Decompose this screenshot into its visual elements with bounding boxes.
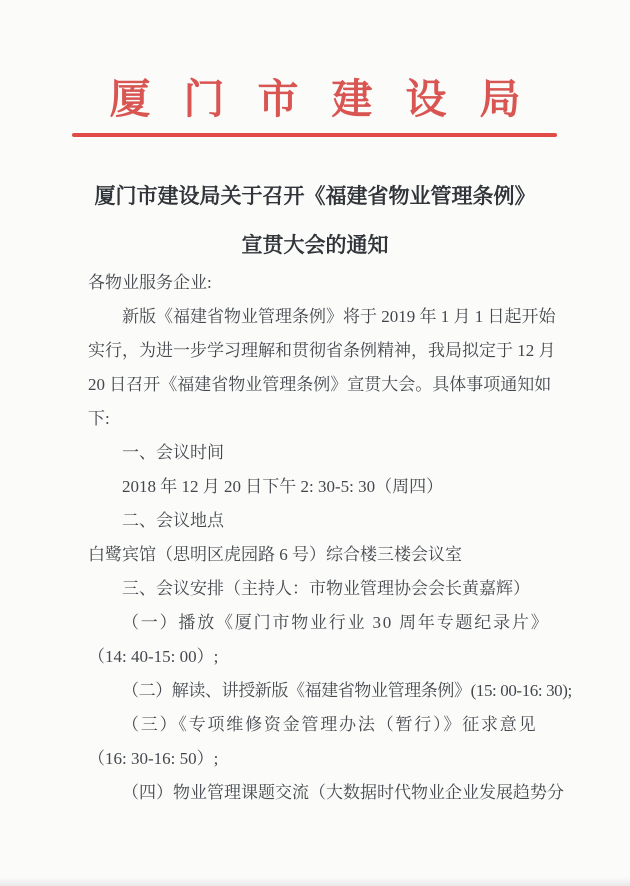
document-title-line-2: 宣贯大会的通知 [241,233,389,257]
letterhead-agency-title: 厦门市建设局 [109,76,554,122]
agenda-item-3-time-line: （16: 30-16: 50）; [88,749,219,768]
letterhead-divider-rule [72,133,557,137]
agenda-item-4-line: （四）物业管理课题交流（大数据时代物业企业发展趋势分 [122,783,564,802]
meeting-venue-line: 白鹭宾馆（思明区虎园路 6 号）综合楼三楼会议室 [88,545,462,564]
section-2-heading: 二、会议地点 [122,511,224,530]
salutation-line: 各物业服务企业: [88,273,212,292]
agenda-item-1-line: （一）播放《厦门市物业行业 30 周年专题纪录片》 [122,613,550,632]
intro-paragraph-line-4: 下: [88,409,110,428]
agenda-item-3-line: （三）《专项维修资金管理办法（暂行）》征求意见 [122,715,538,734]
intro-paragraph-line-2: 实行，为进一步学习理解和贯彻省条例精神，我局拟定于 12 月 [88,341,556,360]
agenda-item-1-time-line: （14: 40-15: 00）; [88,647,219,666]
scan-edge-shadow [0,877,630,886]
agenda-item-2-line: （二）解读、讲授新版《福建省物业管理条例》(15: 00-16: 30); [122,681,572,700]
document-title [0,172,630,270]
section-1-heading: 一、会议时间 [122,443,224,462]
intro-paragraph-line-1: 新版《福建省物业管理条例》将于 2019 年 1 月 1 日起开始 [122,307,556,326]
document-title-line-1: 厦门市建设局关于召开《福建省物业管理条例》 [94,184,536,208]
section-3-heading: 三、会议安排（主持人：市物业管理协会会长黄嘉辉） [122,579,530,598]
intro-paragraph-line-3: 20 日召开《福建省物业管理条例》宣贯大会。具体事项通知如 [88,375,552,394]
meeting-time-line: 2018 年 12 月 20 日下午 2: 30-5: 30（周四） [122,477,444,496]
document-body [88,266,572,810]
